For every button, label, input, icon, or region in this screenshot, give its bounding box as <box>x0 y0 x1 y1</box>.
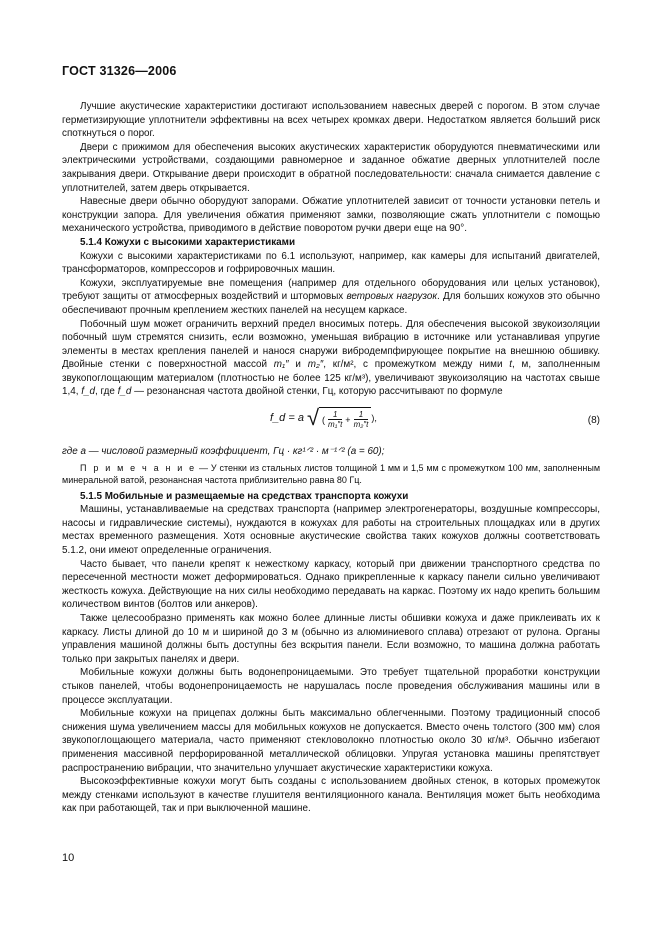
page-number: 10 <box>62 852 75 864</box>
document-page <box>62 64 600 816</box>
document-header: ГОСТ 31326—2006 <box>62 64 177 78</box>
paragraph: Высокоэффективные кожухи могут быть созданы с использованием двойных стенок, в которых промежуток между стенками используют в качестве глушителя вентиляционного канала. Вентиляция может быть необходима как при работающей, так и при выключенной машине. <box>62 776 600 815</box>
paragraph: Кожухи, эксплуатируемые вне помещения (например для отдельного оборудования или целых установок), требуют защиты от атмосферных воздействий и штормовых ветровых нагрузок. Для больших кожухов это обычно обеспечивают прочным креплением жестких панелей на несущем каркасе. <box>62 277 600 316</box>
paragraph: Кожухи с высокими характеристиками по 6.1 используют, например, как камеры для испытаний двигателей, трансформаторов, компрессоров и гофрировочных машин. <box>62 250 600 276</box>
formula-number: (8) <box>587 415 600 427</box>
paragraph: Часто бывает, что панели крепят к нежесткому каркасу, который при движении транспортного средства по пересеченной местности может деформироваться. Однако прикрепленные к каркасу панели сильно увеличивают жесткость кожуха. Действующие на них силы необходимо передавать на каркас. Поэтому их надо крепить большим количеством винтов (болтов или анкеров). <box>62 558 600 611</box>
formula-lhs: f_d <box>270 412 286 425</box>
formula-8 <box>62 403 600 443</box>
paragraph: Мобильные кожухи должны быть водонепроницаемыми. Это требует тщательной проработки конструкции стыков панелей, чтобы водонепроницаемость не нарушалась после проведения обслуживания машины или в процессе эксплуатации. <box>62 667 600 706</box>
paragraph: Также целесообразно применять как можно более длинные листы обшивки кожуха и даже приклеивать их к каркасу. Листы длиной до 10 м и шириной до 3 м (обычно из алюминиевого сплава) отрезают от рулона. Органы управления машиной должны быть доступны без вскрытия панели. Если возможно, то машина должна работать только при закрытых панелях и двери. <box>62 613 600 665</box>
paragraph: Побочный шум может ограничить верхний предел вносимых потерь. Для обеспечения высокой звукоизоляции побочный шум стремятся снизить, если возможно, уменьшая вибрацию в источнике или устанавливая упругие элементы в местах крепления панелей и нанося снаружи вибродемпфирующее покрытие на внешнюю обшивку. Двойные стенки с поверхностной массой m₁″ и m₂″, кг/м², с промежутком между ними t, м, заполненным звукопоглощающим материалом (плотностью не более 125 кг/м³), увеличивают звукоизоляцию на частотах свыше 1,4, f_d, где f_d — резонансная частота двойной стенки, Гц, которую рассчитывают по формуле <box>62 318 600 398</box>
section-heading-5-1-4: 5.1.4 Кожухи с высокими характеристиками <box>80 236 296 248</box>
formula-explanation: где a — числовой размерный коэффициент, Гц · кг¹ᐟ² · м⁻¹ᐟ² (a = 60); <box>62 446 385 458</box>
paragraph: Навесные двери обычно оборудуют запорами. Обжатие уплотнителей зависит от точности установки петель и конструкции запора. Для увеличения обжатия применяют замки, позволяющие сжать уплотнители с помощью механического устройства, приводимого в действие поворотом ручки двери еще на 90°. <box>62 196 600 235</box>
paragraph: Двери с прижимом для обеспечения высоких акустических характеристик оборудуются пневматическими или электрическими устройствами, создающими равномерное и заданное обжатие дверных уплотнителей после закрывания двери. Открывание двери происходит в обратной последовательности: сначала снимается давление с уплотнителей, затем дверь открывается. <box>62 141 600 194</box>
paragraph: Машины, устанавливаемые на средствах транспорта (например электрогенераторы, воздушные компрессоры, насосы и гидравлические системы), нуждаются в кожухах для работы на строительных площадках или в других местах временного размещения. Хотя основные акустические свойства таких кожухов должны соответствовать 5.1.2, они имеют определенные ограничения. <box>62 504 600 557</box>
paragraph: Мобильные кожухи на прицепах должны быть максимально облегченными. Поэтому традиционный способ снижения шума увеличением массы для мобильных кожухов не допускается. Вместо очень толстого (300 мм) слоя звукопоглощающего материала, часто применяют стекловолокно плотностью около 30 кг/м³. Обычно избегают применения массивной перфорированной металлической облицовки. Упругая установка машины препятствует распространению вибрации, что значительно улучшает акустические характеристики кожуха. <box>62 708 600 774</box>
formula-eq: = a <box>288 412 304 425</box>
note: П р и м е ч а н и е — У стенки из стальных листов толщиной 1 мм и 1,5 мм с промежутком 100 мм, заполненным минеральной ватой, резонансная частота приблизительно равна 80 Гц. <box>62 462 601 486</box>
section-heading-5-1-5: 5.1.5 Мобильные и размещаемые на средствах транспорта кожухи <box>80 490 409 502</box>
sqrt-symbol: √ ( $\frac{1}{\text{m₁″t}}$ + $\frac{1}{\text{m₂″t}}$ ), <box>306 405 377 431</box>
paragraph: Лучшие акустические характеристики достигают использованием навесных дверей с порогом. В этом случае герметизирующие уплотнители эффективны на всех четырех кромках двери. Недостатком является больший риск споткнуться о порог. <box>62 101 600 140</box>
